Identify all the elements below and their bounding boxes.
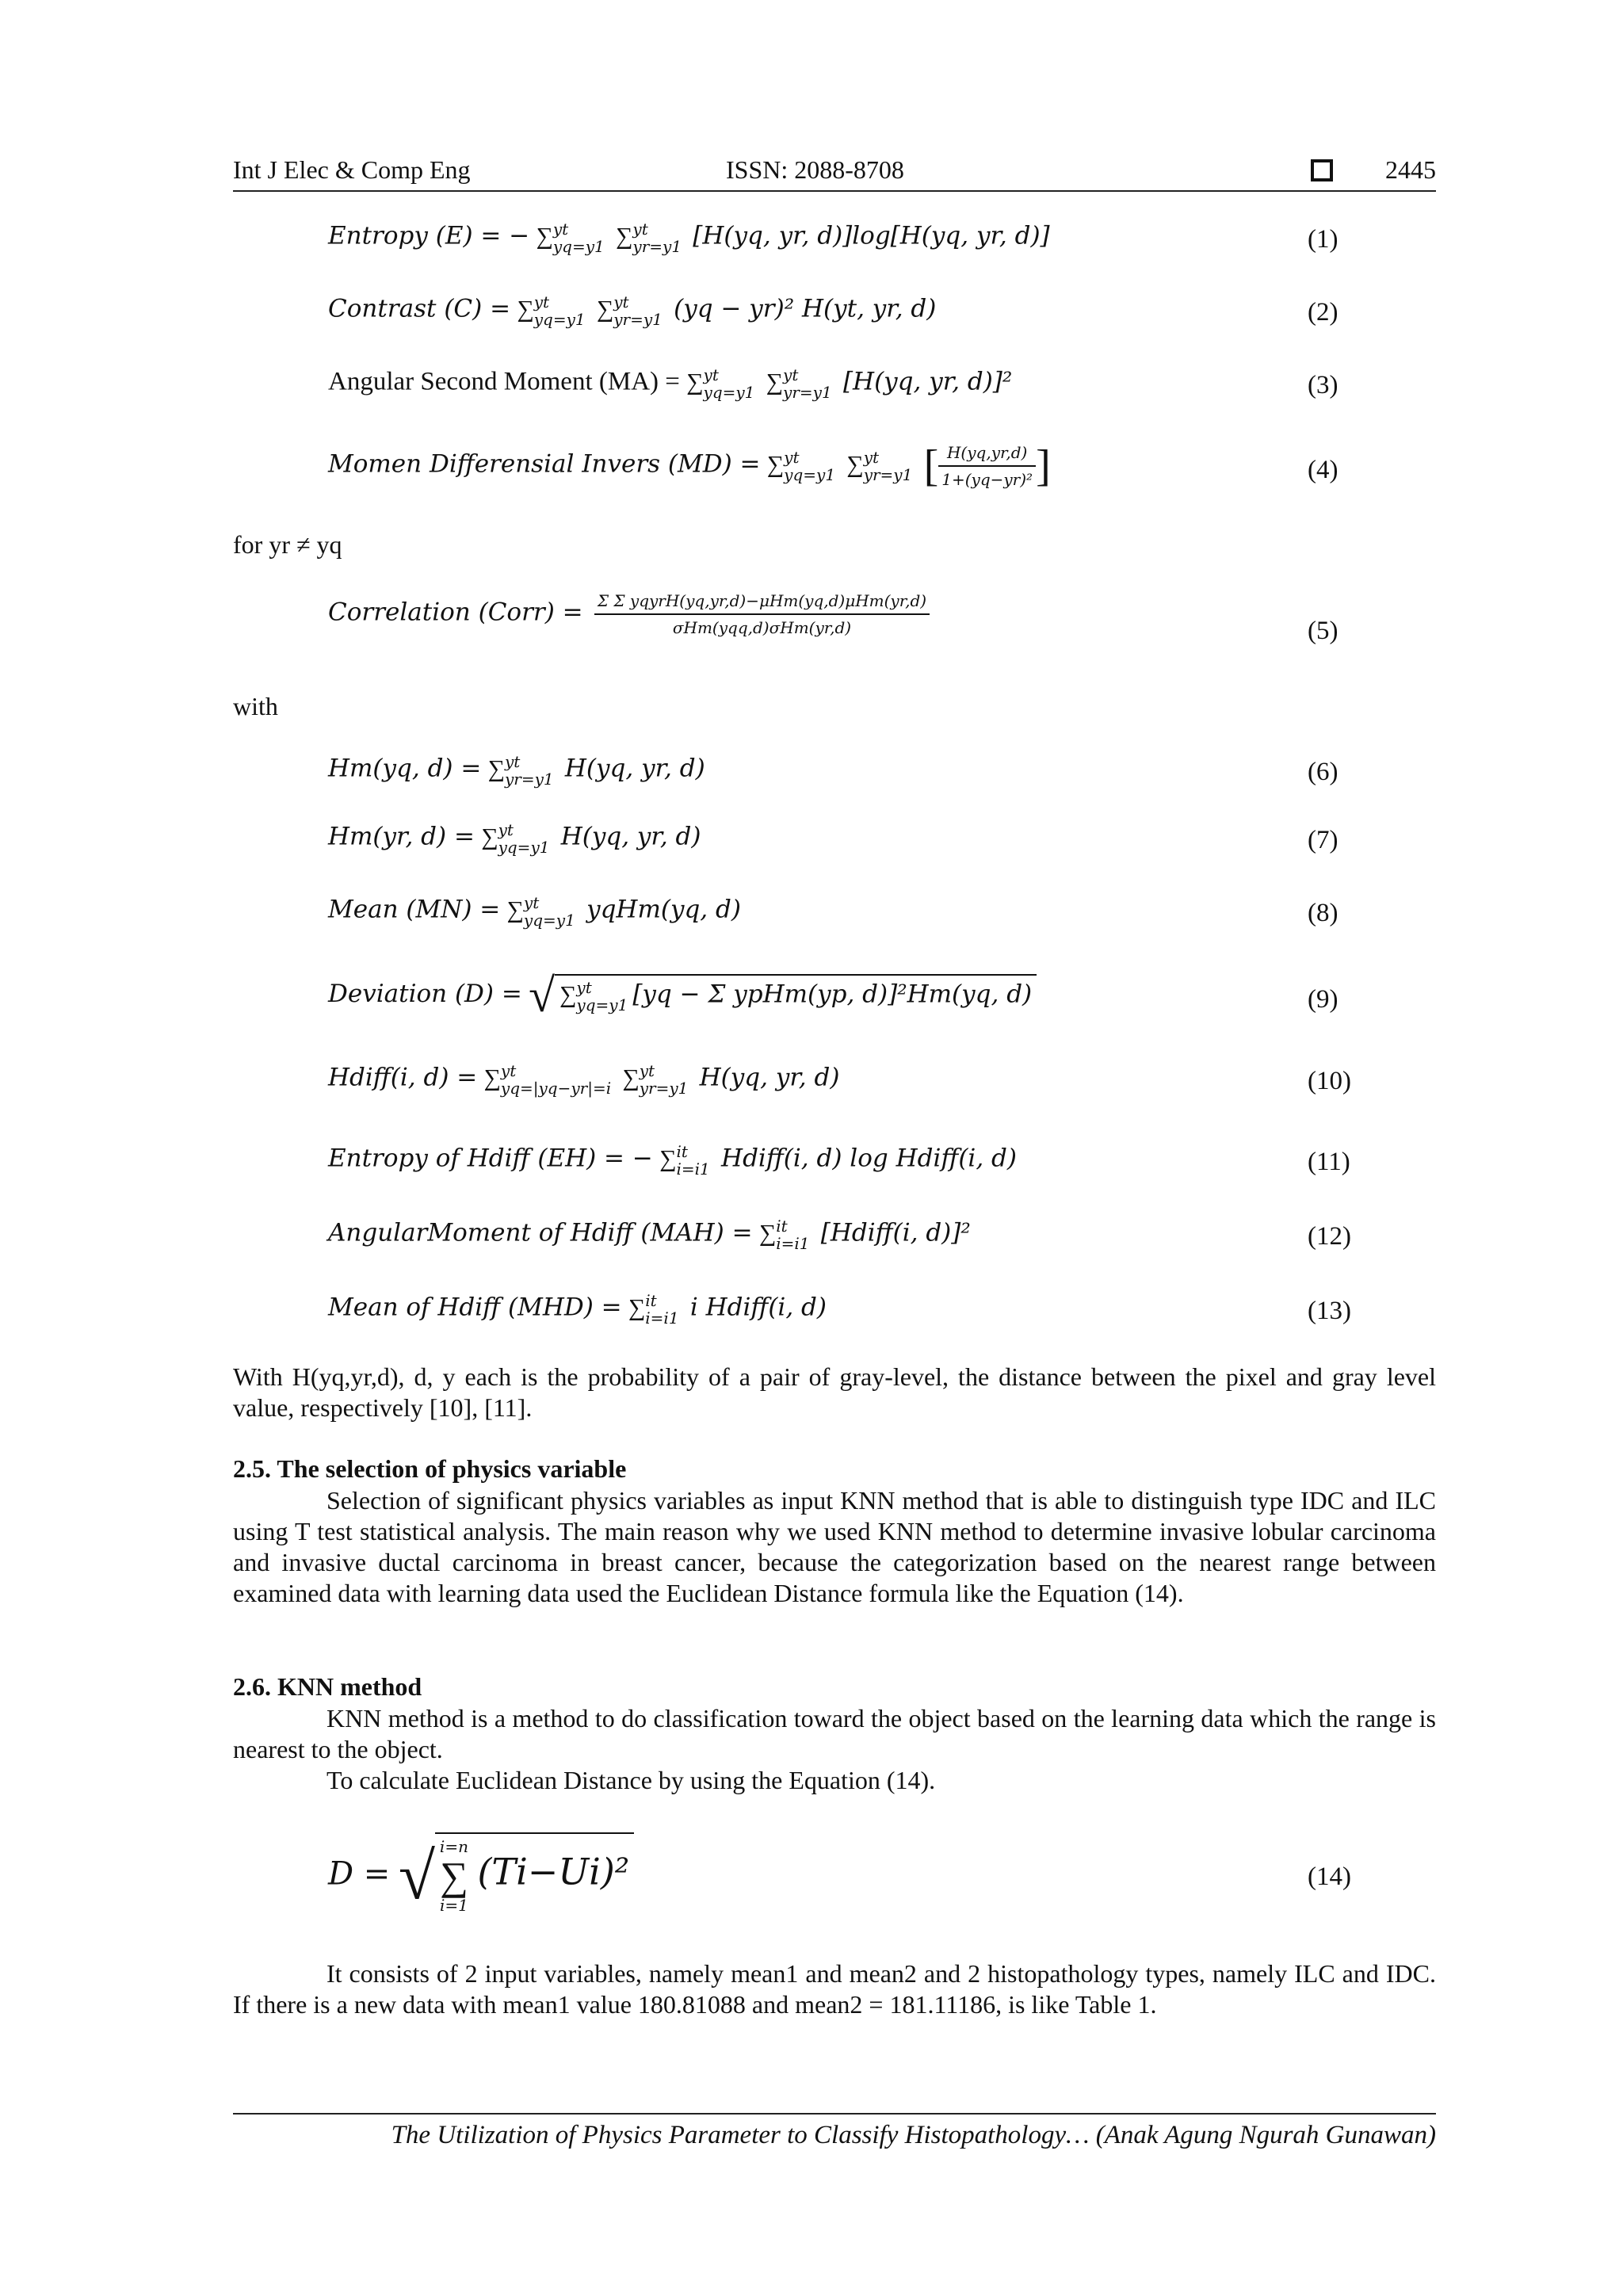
eq-label: Mean (MN) =: [328, 895, 501, 924]
page-number: 2445: [1385, 155, 1436, 184]
equation-14: D = √ i=n ∑ i=1 (Ti−Ui)²: [328, 1832, 634, 1915]
equation-number: (13): [1308, 1297, 1351, 1325]
eq-label: Contrast (C) =: [328, 294, 511, 323]
eq-label: Hm(yr, d) =: [328, 822, 475, 851]
issn: ISSN: 2088-8708: [726, 155, 904, 184]
eq-label: Momen Differensial Invers (MD) =: [328, 449, 761, 479]
definition-paragraph: With H(yq,yr,d), d, y each is the probability of a pair of gray-level, the distance between the pixel and gray level value, respectively [10], [11].: [233, 1362, 1436, 1422]
equation-4: Momen Differensial Invers (MD) = ∑ yt yq=y1 ∑ yt yr=y1 [ $\frac{H(yq,yr,d)}{\text{1+(yq−yr)²}}$ ]: [328, 441, 1051, 491]
eq-body: i Hdiff(i, d): [689, 1293, 827, 1322]
equation-number: (2): [1308, 298, 1338, 327]
equation-number: (6): [1308, 758, 1338, 786]
final-paragraph: It consists of 2 input variables, namely mean1 and mean2 and 2 histopathology types, namely ILC and IDC. If there is a new data with mean1 value 180.81088 and mean2 = 181.11186, is like Table 1.: [233, 1959, 1436, 2019]
with-text: with: [233, 692, 278, 720]
section-2-5-paragraph: Selection of significant physics variables as input KNN method that is able to distinguish type IDC and ILC using T test statistical analysis. The main reason why we used KNN method to determine invasive lobular carcinoma and invasive ductal carcinoma in breast cancer, because the categorization based on the nearest range between examined data with learning data used the Euclidean Distance formula like the Equation (14).: [233, 1486, 1436, 1607]
eq-body: H(yq, yr, d): [564, 754, 705, 783]
equation-11: Entropy of Hdiff (EH) = − ∑ it i=i1 Hdiff(i, d) log Hdiff(i, d): [328, 1142, 1017, 1179]
eq-body: [H(yq, yr, d)]²: [842, 367, 1013, 396]
eq-body: (yq − yr)² H(yt, yr, d): [674, 294, 937, 323]
eq-label: D =: [328, 1855, 391, 1893]
equation-number: (10): [1308, 1067, 1351, 1095]
section-2-6-equation-intro: To calculate Euclidean Distance by using the Equation (14).: [327, 1766, 936, 1794]
equation-number: (9): [1308, 985, 1338, 1014]
running-footer: The Utilization of Physics Parameter to Classify Histopathology… (Anak Agung Ngurah Gunawan): [233, 2113, 1436, 2150]
journal-name: Int J Elec & Comp Eng: [233, 155, 471, 184]
eq-body: [Hdiff(i, d)]²: [820, 1218, 971, 1247]
equation-9: Deviation (D) = √ ∑ yt yq=y1 [yq − Σ ypHm(yp, d)]²Hm(yq, d): [328, 968, 1037, 1023]
eq-body: H(yq, yr, d): [699, 1063, 840, 1092]
eq-body: (Ti−Ui)²: [477, 1850, 630, 1893]
section-heading-2-6: 2.6. KNN method: [233, 1672, 422, 1701]
equation-3: Angular Second Moment (MA) = ∑ yt yq=y1 ∑ yt yr=y1 [H(yq, yr, d)]²: [328, 365, 1013, 402]
eq-body: H(yq, yr, d): [560, 822, 701, 851]
eq-label: Entropy of Hdiff (EH) = −: [328, 1144, 653, 1173]
equation-number: (5): [1308, 617, 1338, 645]
section-heading-2-5: 2.5. The selection of physics variable: [233, 1454, 627, 1483]
eq-body: [H(yq, yr, d)]log[H(yq, yr, d)]: [693, 221, 1050, 250]
equation-5: Correlation (Corr) = $\frac{\text{Σ Σ yqyrH(yq,yr,d)−μHm(yq,d)μHm(yr,d)}}{\text{σHm(yqq,d)σHm(yr,d)}}$: [328, 591, 930, 637]
equation-7: Hm(yr, d) = ∑ yt yq=y1 H(yq, yr, d): [328, 820, 701, 857]
equation-8: Mean (MN) = ∑ yt yq=y1 yqHm(yq, d): [328, 893, 741, 930]
equation-13: Mean of Hdiff (MHD) = ∑ it i=i1 i Hdiff(i, d): [328, 1291, 827, 1328]
equation-number: (1): [1308, 225, 1338, 254]
equation-2: Contrast (C) = ∑ yt yq=y1 ∑ yt yr=y1 (yq − yr)² H(yt, yr, d): [328, 292, 937, 329]
eq-label: Hm(yq, d) =: [328, 754, 482, 783]
eq-label: Correlation (Corr) =: [328, 598, 583, 627]
equation-12: AngularMoment of Hdiff (MAH) = ∑ it i=i1 [Hdiff(i, d)]²: [328, 1217, 971, 1253]
equation-6: Hm(yq, d) = ∑ yt yr=y1 H(yq, yr, d): [328, 752, 705, 789]
eq-label: Entropy (E) = −: [328, 221, 530, 250]
eq-body: [yq − Σ ypHm(yp, d)]²Hm(yq, d): [632, 980, 1033, 1009]
eq-label: Mean of Hdiff (MHD) =: [328, 1293, 622, 1322]
checkbox-square-icon: [1311, 159, 1333, 181]
eq-body: Hdiff(i, d) log Hdiff(i, d): [721, 1144, 1017, 1173]
equation-1: Entropy (E) = − ∑ yt yq=y1 ∑ yt yr=y1 [H(yq, yr, d)]log[H(yq, yr, d)]: [328, 220, 1050, 256]
equation-10: Hdiff(i, d) = ∑ yt yq=|yq−yr|=i ∑ yt yr=y1 H(yq, yr, d): [328, 1061, 840, 1098]
eq-label: Hdiff(i, d) =: [328, 1063, 478, 1092]
equation-number: (3): [1308, 371, 1338, 399]
equation-number: (11): [1308, 1148, 1350, 1176]
equation-number: (14): [1308, 1862, 1351, 1891]
eq-label: AngularMoment of Hdiff (MAH) =: [328, 1218, 753, 1247]
eq-label: Angular Second Moment (MA) =: [328, 367, 680, 396]
equation-number: (12): [1308, 1222, 1351, 1251]
equation-number: (8): [1308, 899, 1338, 927]
eq-label: Deviation (D) =: [328, 980, 522, 1009]
eq-body: yqHm(yq, d): [586, 895, 741, 924]
running-header: [233, 155, 1436, 192]
equation-number: (4): [1308, 456, 1338, 484]
section-2-6-paragraph: KNN method is a method to do classification toward the object based on the learning data which the range is nearest to the object.: [233, 1704, 1436, 1763]
equation-number: (7): [1308, 826, 1338, 854]
condition-text: for yr ≠ yq: [233, 530, 342, 559]
